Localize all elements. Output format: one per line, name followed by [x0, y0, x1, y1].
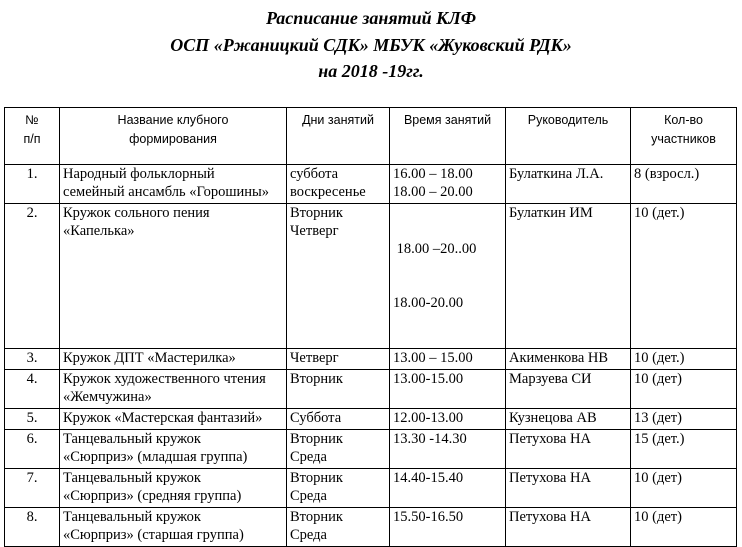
table-row: [5, 349, 737, 370]
header-time: Время занятий: [390, 108, 506, 165]
row-number: 2.: [5, 204, 60, 349]
table-row: [5, 508, 737, 547]
club-time: 13.30 -14.30: [390, 430, 506, 469]
club-name: Кружок ДПТ «Мастерилка»: [60, 349, 287, 370]
club-name: Народный фольклорный семейный ансамбль «Горошины»: [60, 165, 287, 204]
header-participants: Кол-во участников: [631, 108, 737, 165]
club-participants: 10 (дет): [631, 370, 737, 409]
row-number: 3.: [5, 349, 60, 370]
row-number: 8.: [5, 508, 60, 547]
club-days: Вторник Среда: [287, 469, 390, 508]
club-leader: Петухова НА: [506, 469, 631, 508]
header-number: № п/п: [5, 108, 60, 165]
club-leader: Акименкова НВ: [506, 349, 631, 370]
period-title: на 2018 -19гг.: [318, 61, 424, 81]
club-leader: Петухова НА: [506, 430, 631, 469]
table-row: [5, 469, 737, 508]
club-leader: Петухова НА: [506, 508, 631, 547]
club-leader: Марзуева СИ: [506, 370, 631, 409]
club-leader: Булаткин ИМ: [506, 204, 631, 349]
club-participants: 10 (дет.): [631, 349, 737, 370]
header-days: Дни занятий: [287, 108, 390, 165]
club-days: Вторник Среда: [287, 508, 390, 547]
club-leader: Кузнецова АВ: [506, 409, 631, 430]
document-title: Расписание занятий КЛФ: [265, 8, 476, 28]
row-number: 6.: [5, 430, 60, 469]
club-time: 14.40-15.40: [390, 469, 506, 508]
club-participants: 15 (дет.): [631, 430, 737, 469]
club-leader: Булаткина Л.А.: [506, 165, 631, 204]
club-name: Кружок «Мастерская фантазий»: [60, 409, 287, 430]
schedule-table: [4, 107, 737, 547]
club-time: 13.00-15.00: [390, 370, 506, 409]
club-days: Вторник Среда: [287, 430, 390, 469]
header-leader: Руководитель: [506, 108, 631, 165]
table-row: [5, 430, 737, 469]
club-participants: 13 (дет): [631, 409, 737, 430]
table-row: [5, 204, 737, 349]
club-time: 12.00-13.00: [390, 409, 506, 430]
club-days: суббота воскресенье: [287, 165, 390, 204]
table-header-row: [5, 108, 737, 165]
row-number: 7.: [5, 469, 60, 508]
club-days: Четверг: [287, 349, 390, 370]
club-days: Вторник: [287, 370, 390, 409]
row-number: 4.: [5, 370, 60, 409]
header-club-name: Название клубного формирования: [60, 108, 287, 165]
club-participants: 10 (дет): [631, 469, 737, 508]
table-row: [5, 409, 737, 430]
club-time: 15.50-16.50: [390, 508, 506, 547]
club-participants: 10 (дет): [631, 508, 737, 547]
table-row: [5, 370, 737, 409]
club-days: Вторник Четверг: [287, 204, 390, 349]
table-row: [5, 165, 737, 204]
club-time: 13.00 – 15.00: [390, 349, 506, 370]
row-number: 5.: [5, 409, 60, 430]
club-name: Кружок художественного чтения «Жемчужина»: [60, 370, 287, 409]
club-name: Танцевальный кружок «Сюрприз» (младшая группа): [60, 430, 287, 469]
club-name: Танцевальный кружок «Сюрприз» (средняя группа): [60, 469, 287, 508]
club-name: Танцевальный кружок «Сюрприз» (старшая группа): [60, 508, 287, 547]
club-participants: 10 (дет.): [631, 204, 737, 349]
row-number: 1.: [5, 165, 60, 204]
organization-title: ОСП «Ржаницкий СДК» МБУК «Жуковский РДК»: [170, 35, 572, 55]
club-time: 16.00 – 18.00 18.00 – 20.00: [390, 165, 506, 204]
club-time: 18.00 –20..00 18.00-20.00: [390, 204, 506, 349]
club-days: Суббота: [287, 409, 390, 430]
club-name: Кружок сольного пения «Капелька»: [60, 204, 287, 349]
club-participants: 8 (взросл.): [631, 165, 737, 204]
